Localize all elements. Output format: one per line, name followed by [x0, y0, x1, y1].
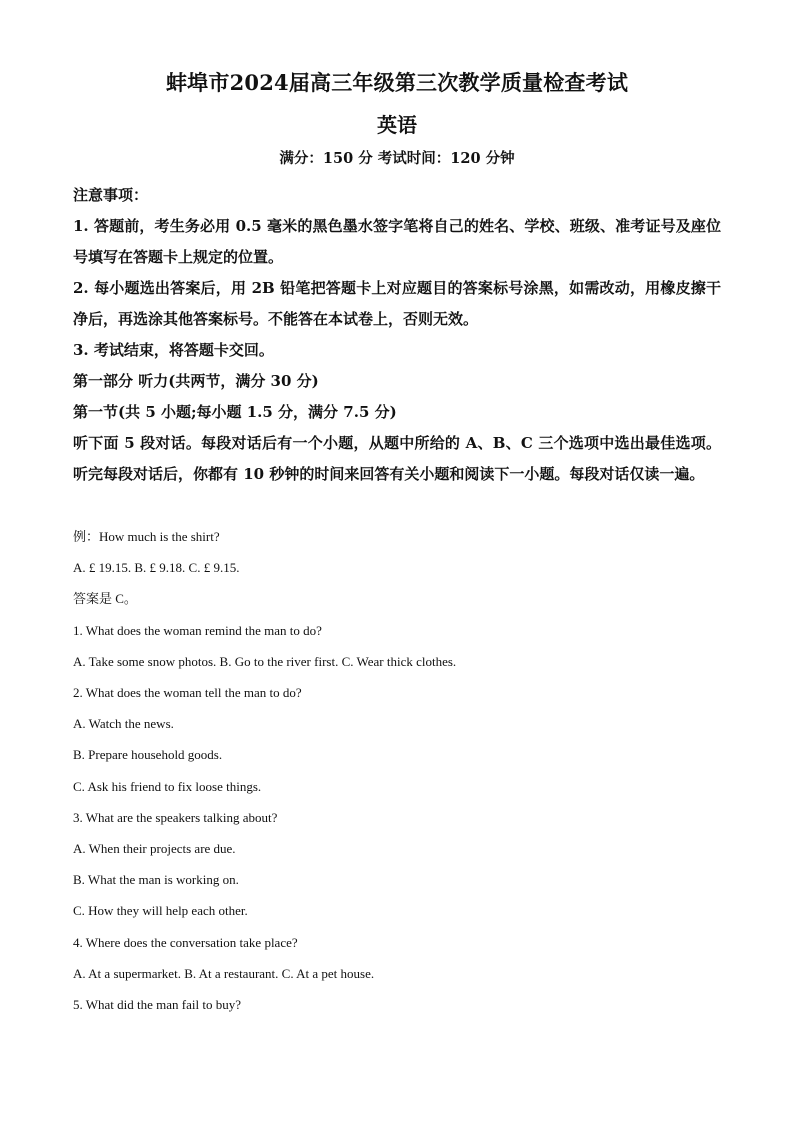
questions-section	[73, 521, 721, 1020]
section-title: 第一节(共 5 小题;每小题 1.5 分，满分 7.5 分)	[73, 403, 397, 421]
notes-heading: 注意事项：	[73, 186, 149, 204]
question-3-option-a: A. When their projects are due.	[73, 841, 236, 857]
exam-title: 蚌埠市2024届高三年级第三次教学质量检查考试	[165, 70, 629, 95]
score-time-line: 满分：150 分 考试时间：120 分钟	[279, 150, 515, 167]
question-2: 2. What does the woman tell the man to do?	[73, 685, 302, 701]
question-2-option-b: B. Prepare household goods.	[73, 747, 223, 763]
question-3-option-b: B. What the man is working on.	[73, 872, 239, 888]
question-4: 4. Where does the conversation take place?	[73, 934, 298, 950]
example-answer: 答案是 C。	[73, 591, 137, 607]
part-title: 第一部分 听力(共两节，满分 30 分)	[73, 372, 319, 390]
section-instructions: 听下面 5 段对话。每段对话后有一个小题，从题中所给的 A、B、C 三个选项中选出最佳选项。听完每段对话后，你都有 10 秒钟的时间来回答有关小题和阅读下一小题。每段对话仅读一遍。	[73, 434, 721, 483]
question-1: 1. What does the woman remind the man to do?	[73, 622, 322, 638]
question-3: 3. What are the speakers talking about?	[73, 809, 278, 825]
question-2-option-a: A. Watch the news.	[73, 716, 174, 732]
question-2-option-c: C. Ask his friend to fix loose things.	[73, 778, 262, 794]
subject-title: 英语	[377, 113, 417, 137]
note-item-2: 2. 每小题选出答案后，用 2B 铅笔把答题卡上对应题目的答案标号涂黑，如需改动，用橡皮擦干净后，再选涂其他答案标号。不能答在本试卷上，否则无效。	[73, 279, 721, 328]
note-item-3: 3. 考试结束，将答题卡交回。	[73, 341, 274, 359]
example-options: A. £ 19.15. B. £ 9.18. C. £ 9.15.	[73, 560, 240, 576]
question-1-options: A. Take some snow photos. B. Go to the river first. C. Wear thick clothes.	[73, 653, 457, 669]
question-3-option-c: C. How they will help each other.	[73, 903, 248, 919]
note-item-1: 1. 答题前，考生务必用 0.5 毫米的黑色墨水签字笔将自己的姓名、学校、班级、准考证号及座位号填写在答题卡上规定的位置。	[73, 217, 721, 266]
question-5: 5. What did the man fail to buy?	[73, 997, 241, 1013]
example-question: 例：How much is the shirt?	[73, 529, 220, 544]
question-4-options: A. At a supermarket. B. At a restaurant. C. At a pet house.	[73, 965, 375, 981]
notes-section	[73, 180, 721, 490]
